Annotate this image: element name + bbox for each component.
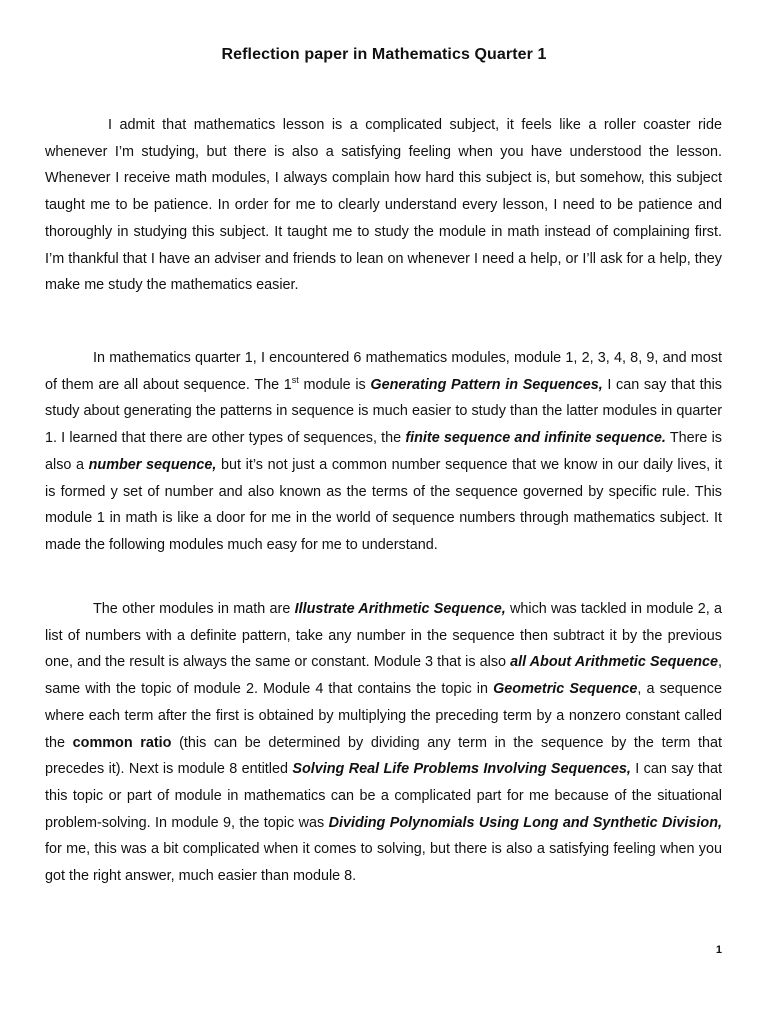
p2-text-1: In mathematics quarter 1, I encountered 6 mathematics modules, module 1, 2, 3, 4, 8, 9, and most of them are all about sequence. The 1 — [45, 350, 722, 393]
p3-emphasis-illustrate-arithmetic: Illustrate Arithmetic Sequence, — [294, 601, 506, 617]
paragraph-other-modules — [45, 596, 722, 890]
p3-text-4: , a sequence where each term after the first is obtained by multiplying the preceding term by a nonzero constant called the — [45, 681, 722, 751]
p3-text-7: for me, this was a bit complicated when it comes to solving, but there is also a satisfying feeling when you got the right answer, much easier than module 8. — [45, 841, 722, 885]
p2-text-5: but it’s not just a common number sequence that we know in our daily lives, it is formed y set of number and also known as the terms of the sequence governed by specific rule. This module 1 in math is like a door for me in the world of sequence numbers through mathematics subject. It made the following modules much easy for me to understand. — [45, 456, 722, 553]
p2-text-4: There is also a — [45, 430, 722, 473]
p3-text-1: The other modules in math are — [93, 601, 295, 617]
paragraph-intro — [45, 112, 722, 299]
p3-emphasis-all-about-arithmetic: all About Arithmetic Sequence — [510, 654, 718, 671]
paragraph-intro-text: I admit that mathematics lesson is a complicated subject, it feels like a roller coaster ride whenever I’m studying, but there is also a satisfying feeling when you have understood the lesson. Whenever I receive math modules, I always complain how hard this subject is, but somehow, this subject taught me to be patience. In order for me to clearly understand every lesson, I need to be patience and thoroughly in studying this subject. It taught me to study the module in math instead of complaining first. I’m thankful that I have an adviser and friends to lean on whenever I need a help, or I’ll ask for a help, they make me study the mathematics easier. — [45, 117, 722, 294]
p3-text-6: I can say that this topic or part of module in mathematics can be a complicated part for me because of the situational problem-solving. In module 9, the topic was — [45, 761, 723, 831]
p2-text-3: I can say that this study about generating the patterns in sequence is much easier to study than the latter modules in quarter 1. I learned that there are other types of sequences, the — [45, 376, 723, 447]
page-number: 1 — [715, 944, 722, 956]
p3-emphasis-dividing-polynomials: Dividing Polynomials Using Long and Synthetic Division, — [328, 814, 722, 831]
p2-emphasis-number-sequence: number sequence, — [88, 456, 217, 473]
p2-emphasis-finite-infinite: finite sequence and infinite sequence. — [405, 430, 666, 447]
document-title: Reflection paper in Mathematics Quarter 1 — [221, 46, 547, 63]
p2-superscript: st — [291, 374, 299, 385]
p3-text-5: (this can be determined by dividing any term in the sequence by the term that precedes it). Next is module 8 entitled — [45, 734, 722, 778]
p3-emphasis-geometric-sequence: Geometric Sequence — [493, 681, 638, 698]
p2-emphasis-generating-pattern: Generating Pattern in Sequences, — [370, 376, 603, 393]
p3-emphasis-common-ratio: common ratio — [72, 734, 172, 751]
p3-text-2: which was tackled in module 2, a list of numbers with a definite pattern, take any number in the sequence then subtract it by the previous one, and the result is always the same or constant. Module 3 that is also — [45, 601, 722, 671]
p3-emphasis-solving-real-life: Solving Real Life Problems Involving Sequences, — [292, 761, 631, 778]
p2-text-2: module is — [298, 376, 371, 393]
paragraph-modules-overview — [45, 345, 722, 559]
p3-text-3: , same with the topic of module 2. Module 4 that contains the topic in — [45, 654, 722, 698]
